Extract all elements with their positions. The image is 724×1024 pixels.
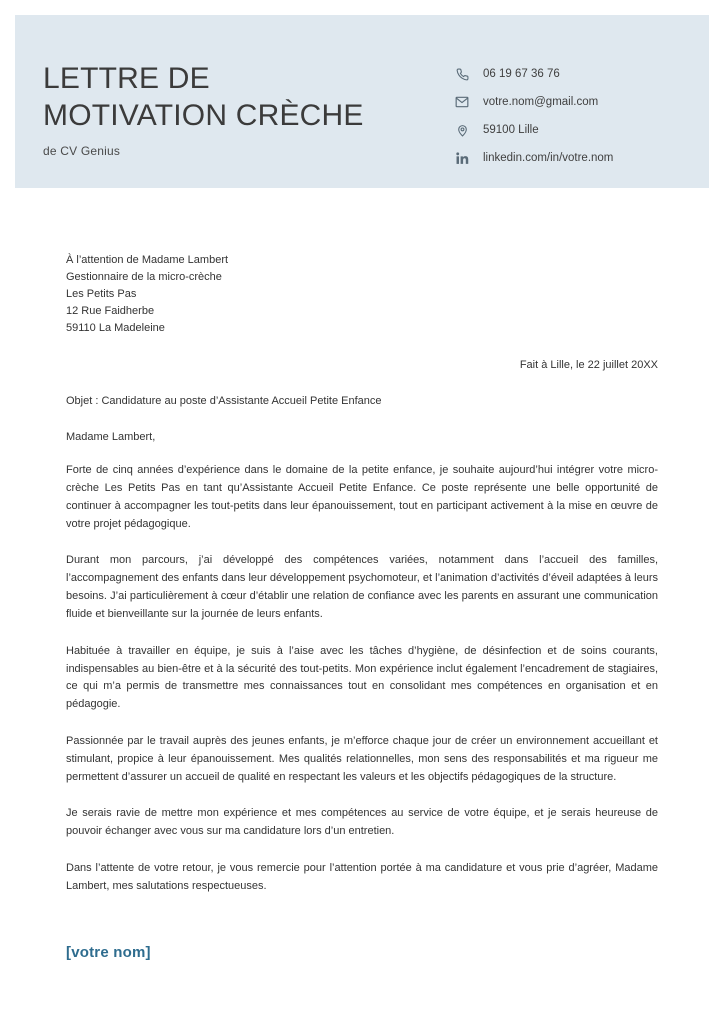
envelope-icon	[453, 95, 471, 109]
recipient-line: Les Petits Pas	[66, 288, 137, 301]
linkedin-icon	[453, 151, 471, 165]
signature: [votre nom]	[66, 943, 151, 961]
letter-paragraph: Habituée à travailler en équipe, je suis à l’aise avec les tâches d’hygiène, de désinfection et de soins courants, indispensables au bien-être et à la sécurité des tout-petits. Mon expérience inclut également l’encadrement de stagiaires, ce qui m’a permis de transmettre mes connaissances tout en consolidant mes compétences en organisation et en pédagogie.	[66, 644, 658, 711]
contact-list	[453, 45, 669, 165]
letter-paragraph: Durant mon parcours, j’ai développé des compétences variées, notamment dans l’accueil des familles, l’accompagnement des enfants dans leur développement psychomoteur, et l’animation d’activités d’éveil adaptées à leurs besoins. J’ai particulièrement à cœur d’établir une relation de confiance avec les parents en assurant une communication fluide et bienveillante sur la journée de leurs enfants.	[66, 554, 658, 620]
contact-location-text: 59100 Lille	[483, 124, 539, 136]
contact-email-text: votre.nom@gmail.com	[483, 96, 599, 108]
date-line: Fait à Lille, le 22 juillet 20XX	[519, 359, 658, 372]
contact-email[interactable]	[453, 95, 669, 109]
recipient-line: À l’attention de Madame Lambert	[66, 254, 229, 266]
title-line-2: MOTIVATION CRÈCHE	[43, 98, 364, 132]
header-identity	[43, 45, 443, 158]
header-subtitle: de CV Genius	[43, 144, 121, 159]
location-pin-icon	[453, 123, 471, 137]
phone-icon	[453, 67, 471, 81]
contact-phone	[453, 67, 669, 81]
recipient-line: 12 Rue Faidherbe	[66, 305, 155, 318]
letter-body	[66, 252, 658, 961]
letter-paragraph: Dans l’attente de votre retour, je vous remercie pour l’attention portée à ma candidature et vous prie d’agréer, Madame Lambert, mes salutations respectueuses.	[66, 862, 658, 892]
contact-linkedin-text: linkedin.com/in/votre.nom	[483, 152, 614, 164]
title-line-1: LETTRE DE	[43, 62, 210, 95]
page-title	[43, 61, 443, 134]
letter-paragraph: Je serais ravie de mettre mon expérience et mes compétences au service de votre équipe, et je serais heureuse de pouvoir échanger avec vous sur ma candidature lors d’un entretien.	[66, 807, 658, 838]
salutation: Madame Lambert,	[66, 431, 156, 444]
letter-paragraph: Forte de cinq années d’expérience dans le domaine de la petite enfance, je souhaite aujourd’hui intégrer votre micro-crèche Les Petits Pas en tant qu’Assistante Accueil Petite Enfance. Ce poste représente une belle opportunité de continuer à accompagner les tout-petits dans leur épanouissement, tout en participant activement à la mise en œuvre de votre projet pédagogique.	[66, 464, 658, 530]
recipient-line: 59110 La Madeleine	[66, 322, 165, 335]
subject-line: Objet : Candidature au poste d’Assistante Accueil Petite Enfance	[66, 395, 382, 408]
contact-linkedin[interactable]	[453, 151, 669, 165]
letter-paragraph: Passionnée par le travail auprès des jeunes enfants, je m’efforce chaque jour de créer un environnement accueillant et stimulant, propice à leur épanouissement. Mes qualités relationnelles, mon sens des responsabilités et ma rigueur me permettent d’assurer un accueil de qualité en respectant les valeurs et les objectifs pédagogiques de la structure.	[66, 734, 658, 783]
contact-phone-text: 06 19 67 36 76	[483, 68, 560, 80]
recipient-line: Gestionnaire de la micro-crèche	[66, 271, 222, 284]
recipient-block	[66, 252, 658, 337]
letter-header	[15, 15, 709, 188]
contact-location	[453, 123, 669, 137]
